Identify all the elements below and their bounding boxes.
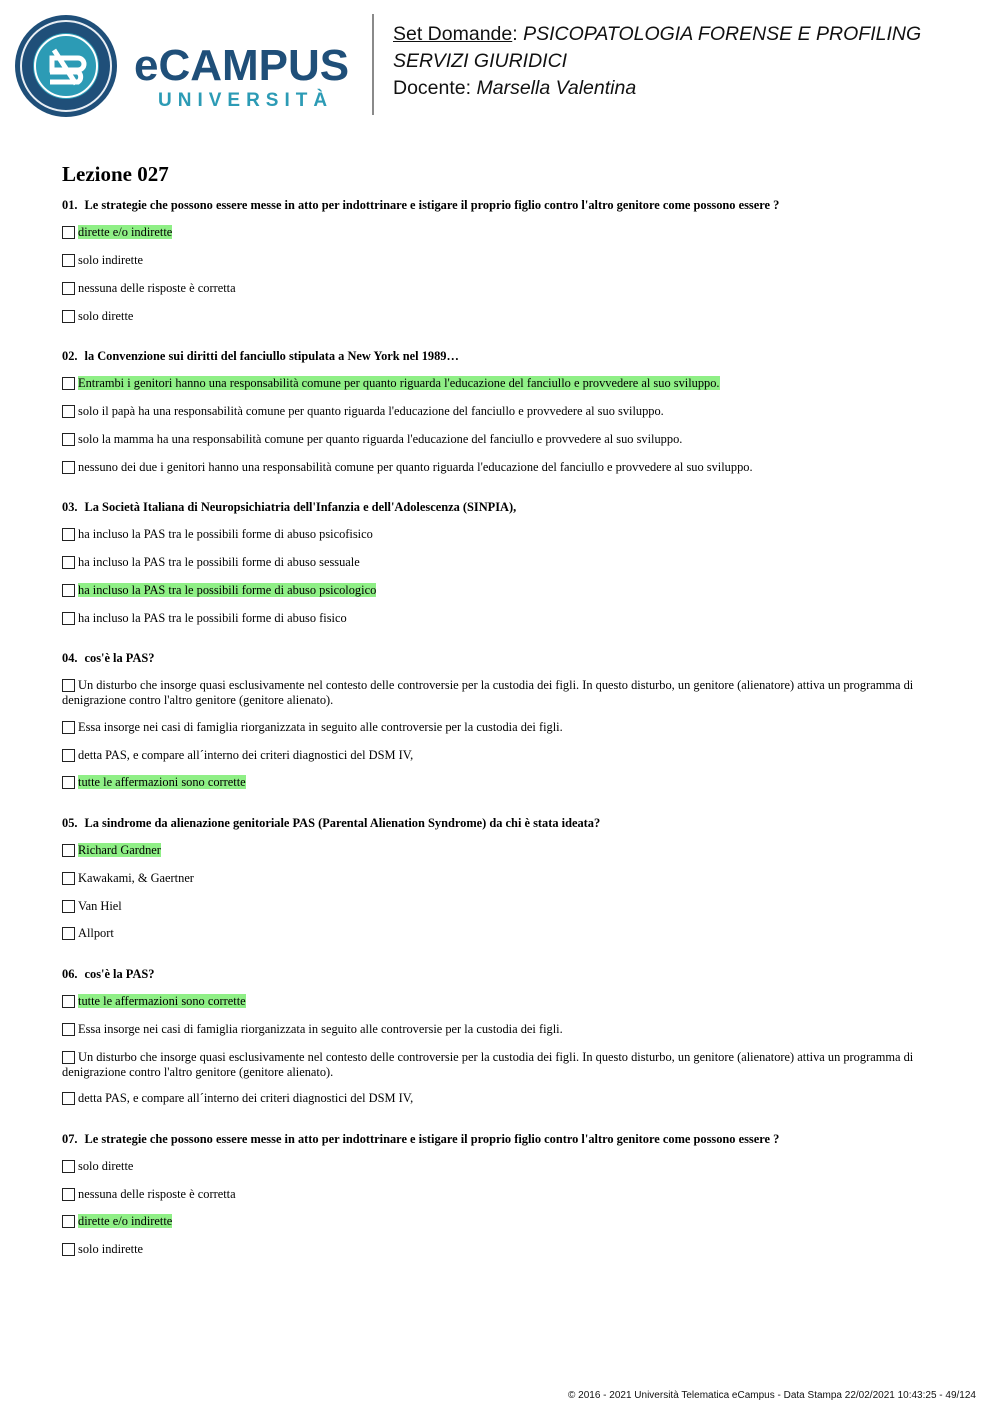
question-number: 05. (62, 816, 78, 830)
question-number: 04. (62, 651, 78, 665)
answer-checkbox[interactable] (62, 528, 75, 541)
answer-text: detta PAS, e compare all´interno dei criteri diagnostici del DSM IV, (78, 748, 414, 762)
question-4 (62, 651, 942, 666)
answer-checkbox[interactable] (62, 254, 75, 267)
brand-name: eCAMPUS (134, 41, 350, 90)
answer-option[interactable] (62, 583, 942, 598)
answer-checkbox[interactable] (62, 995, 75, 1008)
answer-option[interactable] (62, 1050, 942, 1080)
answer-text: Essa insorge nei casi di famiglia riorganizzata in seguito alle controversie per la custodia dei figli. (78, 720, 563, 734)
question-5 (62, 816, 942, 831)
answer-option[interactable] (62, 1214, 942, 1229)
correct-answer-text: ha incluso la PAS tra le possibili forme di abuso psicologico (78, 583, 377, 597)
answer-option[interactable] (62, 555, 942, 570)
answer-text: solo il papà ha una responsabilità comune per quanto riguarda l'educazione del fanciullo e provvedere al suo sviluppo. (78, 404, 664, 418)
question-number: 02. (62, 349, 78, 363)
correct-answer-text: Richard Gardner (78, 843, 161, 857)
question-text: la Convenzione sui diritti del fanciullo stipulata a New York nel 1989… (84, 349, 459, 363)
answer-checkbox[interactable] (62, 749, 75, 762)
answer-checkbox[interactable] (62, 721, 75, 734)
answer-option[interactable] (62, 775, 942, 790)
answer-checkbox[interactable] (62, 1160, 75, 1173)
answer-option[interactable] (62, 432, 942, 447)
answer-checkbox[interactable] (62, 900, 75, 913)
question-text: cos'è la PAS? (84, 967, 155, 981)
answer-text: solo dirette (78, 1159, 134, 1173)
answer-text: Un disturbo che insorge quasi esclusivamente nel contesto delle controversie per la custodia dei figli. In questo disturbo, un genitore (alienatore) attiva un programma di denigrazione contro l'altro genitore (genitore alienato). (62, 678, 914, 707)
answer-checkbox[interactable] (62, 461, 75, 474)
course-title-line2: SERVIZI GIURIDICI (393, 50, 568, 72)
teacher-label: Docente: (393, 77, 472, 99)
answer-text: detta PAS, e compare all´interno dei criteri diagnostici del DSM IV, (78, 1091, 414, 1105)
answer-option[interactable] (62, 1187, 942, 1202)
answer-text: solo indirette (78, 253, 144, 267)
answer-option[interactable] (62, 748, 942, 763)
ecampus-logo (14, 14, 359, 118)
answer-text: ha incluso la PAS tra le possibili forme di abuso sessuale (78, 555, 360, 569)
answer-option[interactable] (62, 843, 942, 858)
question-1 (62, 198, 942, 213)
answer-checkbox[interactable] (62, 1188, 75, 1201)
answer-option[interactable] (62, 926, 942, 941)
correct-answer-text: Entrambi i genitori hanno una responsabilità comune per quanto riguarda l'educazione del fanciullo e provvedere al suo sviluppo. (78, 376, 720, 390)
answer-option[interactable] (62, 994, 942, 1009)
answer-option[interactable] (62, 460, 942, 475)
answer-checkbox[interactable] (62, 433, 75, 446)
answer-text: nessuna delle risposte è corretta (78, 1187, 236, 1201)
header-divider (372, 14, 374, 115)
answer-option[interactable] (62, 253, 942, 268)
answer-option[interactable] (62, 899, 942, 914)
answer-option[interactable] (62, 871, 942, 886)
answer-option[interactable] (62, 1022, 942, 1037)
answer-checkbox[interactable] (62, 377, 75, 390)
answer-text: solo indirette (78, 1242, 144, 1256)
answer-checkbox[interactable] (62, 679, 75, 692)
course-title-line1: PSICOPATOLOGIA FORENSE E PROFILING (523, 23, 922, 45)
answer-text: nessuno dei due i genitori hanno una responsabilità comune per quanto riguarda l'educazione del fanciullo e provvedere al suo sviluppo. (78, 460, 753, 474)
answer-option[interactable] (62, 678, 942, 708)
answer-text: solo dirette (78, 309, 134, 323)
answer-option[interactable] (62, 527, 942, 542)
answer-option[interactable] (62, 1159, 942, 1174)
lesson-title: Lezione 027 (62, 162, 169, 186)
answer-checkbox[interactable] (62, 1051, 75, 1064)
answer-checkbox[interactable] (62, 282, 75, 295)
answer-text: Allport (78, 926, 114, 940)
answer-option[interactable] (62, 1242, 942, 1257)
answer-checkbox[interactable] (62, 556, 75, 569)
correct-answer-text: dirette e/o indirette (78, 1214, 173, 1228)
answer-option[interactable] (62, 309, 942, 324)
answer-option[interactable] (62, 225, 942, 240)
answer-text: Kawakami, & Gaertner (78, 871, 194, 885)
answer-checkbox[interactable] (62, 1023, 75, 1036)
correct-answer-text: dirette e/o indirette (78, 225, 173, 239)
course-header: Set Domande: PSICOPATOLOGIA FORENSE E PROFILING SERVIZI GIURIDICI Docente: Marsella Valentina (393, 23, 922, 99)
answer-checkbox[interactable] (62, 872, 75, 885)
answer-text: ha incluso la PAS tra le possibili forme di abuso fisico (78, 611, 347, 625)
answer-checkbox[interactable] (62, 310, 75, 323)
question-text: Le strategie che possono essere messe in atto per indottrinare e istigare il proprio figlio contro l'altro genitore come possono essere ? (84, 1132, 780, 1146)
answer-text: nessuna delle risposte è corretta (78, 281, 236, 295)
teacher-name: Marsella Valentina (476, 77, 637, 99)
answer-text: Essa insorge nei casi di famiglia riorganizzata in seguito alle controversie per la custodia dei figli. (78, 1022, 563, 1036)
answer-text: ha incluso la PAS tra le possibili forme di abuso psicofisico (78, 527, 373, 541)
question-text: cos'è la PAS? (84, 651, 155, 665)
answer-text: solo la mamma ha una responsabilità comune per quanto riguarda l'educazione del fanciullo e provvedere al suo sviluppo. (78, 432, 683, 446)
answer-option[interactable] (62, 281, 942, 296)
question-7 (62, 1132, 942, 1147)
question-number: 01. (62, 198, 78, 212)
correct-answer-text: tutte le affermazioni sono corrette (78, 775, 246, 789)
page-footer: © 2016 - 2021 Università Telematica eCampus - Data Stampa 22/02/2021 10:43:25 - 49/124 (568, 1390, 976, 1401)
answer-option[interactable] (62, 611, 942, 626)
question-3 (62, 500, 942, 515)
question-text: La Società Italiana di Neuropsichiatria dell'Infanzia e dell'Adolescenza (SINPIA), (84, 500, 517, 514)
question-number: 03. (62, 500, 78, 514)
answer-option[interactable] (62, 404, 942, 419)
answer-checkbox[interactable] (62, 226, 75, 239)
answer-checkbox[interactable] (62, 1092, 75, 1105)
question-2 (62, 349, 942, 364)
question-number: 06. (62, 967, 78, 981)
answer-checkbox[interactable] (62, 927, 75, 940)
correct-answer-text: tutte le affermazioni sono corrette (78, 994, 246, 1008)
answer-checkbox[interactable] (62, 1243, 75, 1256)
university-seal-icon (14, 14, 118, 118)
answer-text: Un disturbo che insorge quasi esclusivamente nel contesto delle controversie per la custodia dei figli. In questo disturbo, un genitore (alienatore) attiva un programma di denigrazione contro l'altro genitore (genitore alienato). (62, 1050, 914, 1079)
answer-checkbox[interactable] (62, 612, 75, 625)
question-text: Le strategie che possono essere messe in atto per indottrinare e istigare il proprio figlio contro l'altro genitore come possono essere ? (84, 198, 780, 212)
answer-text: Van Hiel (78, 899, 122, 913)
answer-option[interactable] (62, 376, 942, 391)
answer-checkbox[interactable] (62, 776, 75, 789)
answer-option[interactable] (62, 720, 942, 735)
brand-subtitle: UNIVERSITÀ (158, 90, 334, 111)
question-text: La sindrome da alienazione genitoriale PAS (Parental Alienation Syndrome) da chi è stata ideata? (84, 816, 601, 830)
answer-checkbox[interactable] (62, 405, 75, 418)
question-number: 07. (62, 1132, 78, 1146)
answer-checkbox[interactable] (62, 584, 75, 597)
answer-option[interactable] (62, 1091, 942, 1106)
answer-checkbox[interactable] (62, 1215, 75, 1228)
answer-checkbox[interactable] (62, 844, 75, 857)
set-label: Set Domande (393, 23, 513, 45)
question-6 (62, 967, 942, 982)
